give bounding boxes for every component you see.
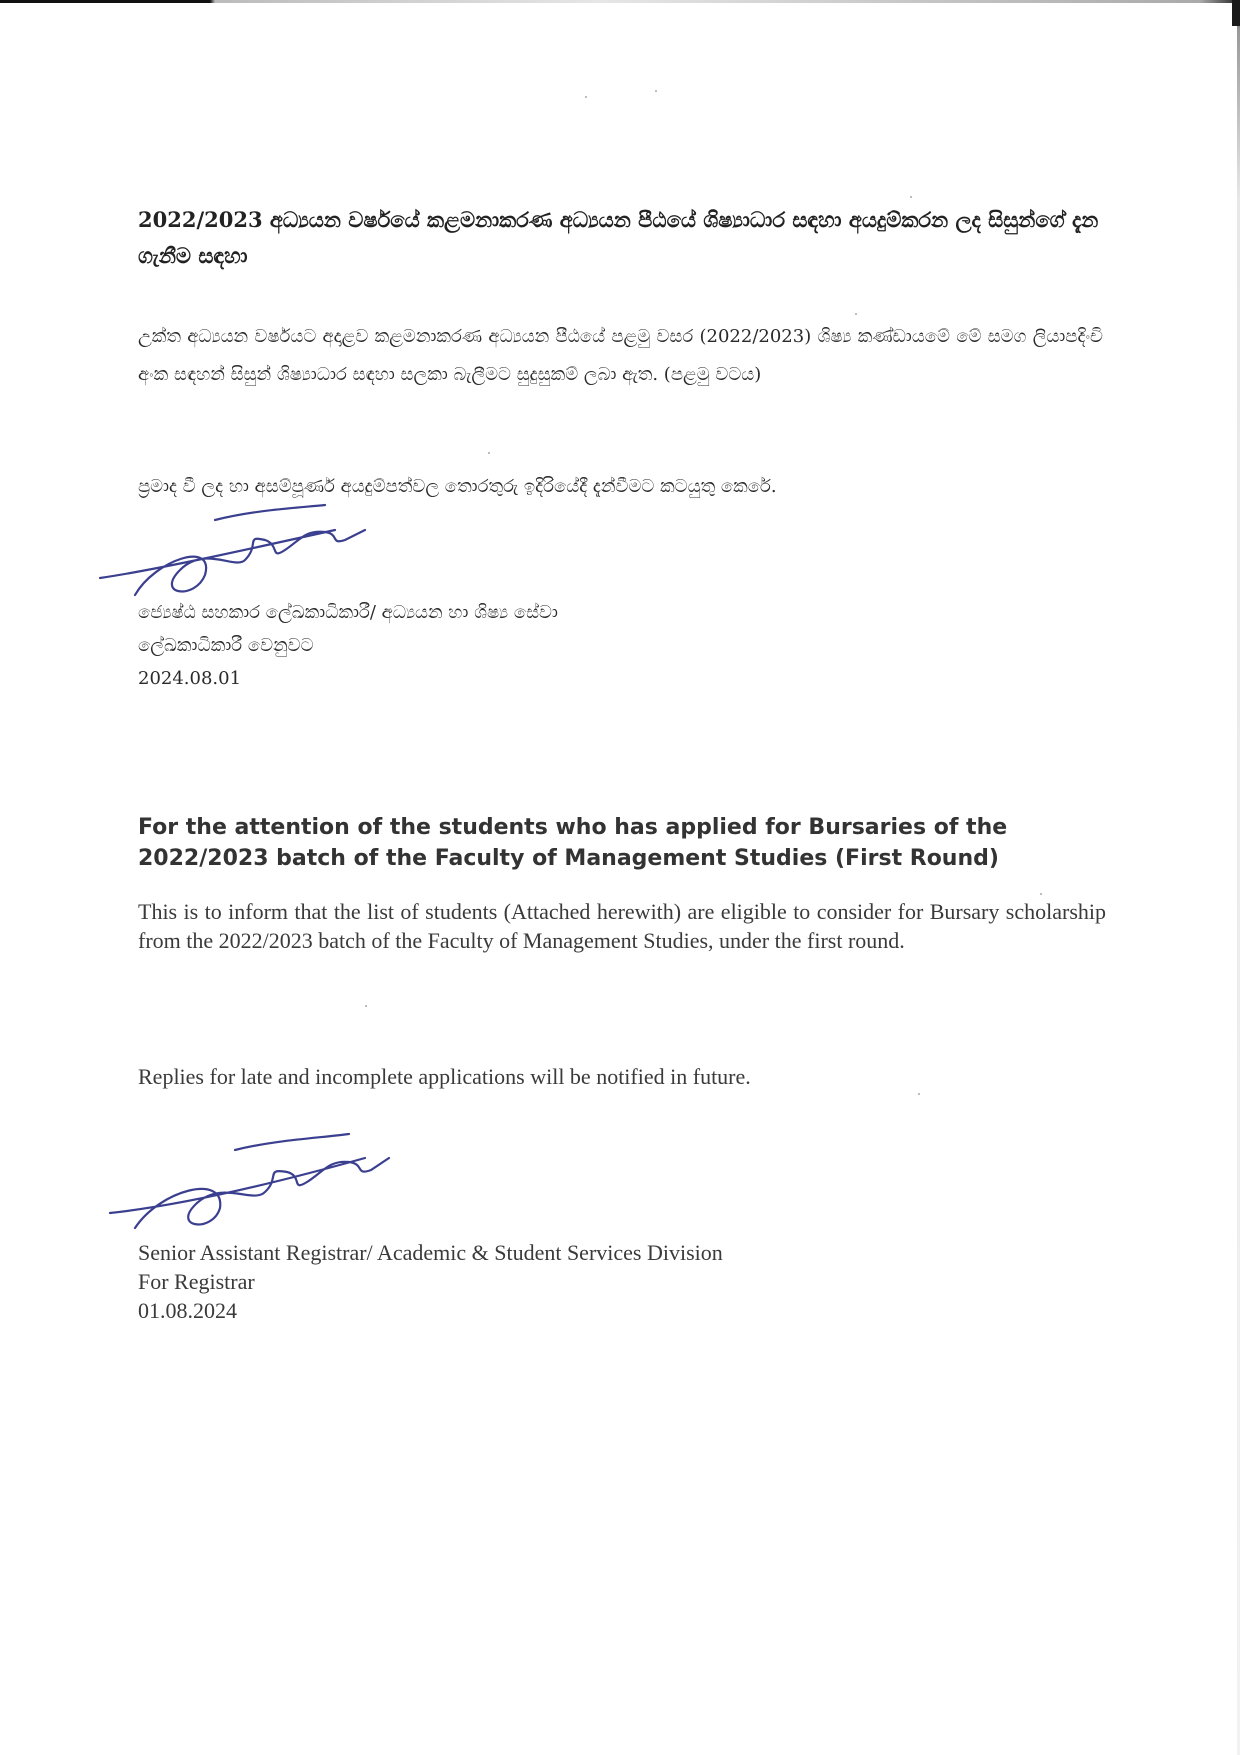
sinhala-sign-for: ලේඛකාධිකාරී වෙනුවට: [138, 635, 314, 656]
english-sign-for: For Registrar: [138, 1269, 255, 1294]
scan-corner-mark: [1232, 0, 1240, 26]
sinhala-date: 2024.08.01: [138, 668, 242, 689]
english-signature-block: [138, 1238, 723, 1325]
scan-edge-top: [0, 0, 1240, 3]
scan-speck: [655, 90, 657, 92]
sinhala-sign-title: ජ්‍යෙෂ්ඨ සහකාර ලේඛකාධිකාරී/ අධ්‍යයන හා ශිෂ්‍ය සේවා: [138, 602, 558, 623]
scan-speck: [918, 1093, 920, 1095]
scan-speck: [488, 452, 490, 454]
english-date: 01.08.2024: [138, 1298, 237, 1323]
english-sign-title: Senior Assistant Registrar/ Academic & Student Services Division: [138, 1240, 723, 1265]
sinhala-note: ප්‍රමාද වී ලද හා අසම්පූර්ණ අයදුම්පත්වල තොරතුරු ඉදිරියේදී දැන්වීමට කටයුතු කෙරේ.: [138, 476, 777, 497]
english-heading: For the attention of the students who has applied for Bursaries of the 2022/2023 batch of the Faculty of Management Studies (First Round): [138, 815, 1008, 871]
signature-english: [105, 1128, 395, 1243]
sinhala-heading: 2022/2023 අධ්‍යයන වර්ෂයේ කළමනාකරණ අධ්‍යයන පීඨයේ ශිෂ්‍යාධාර සඳහා අයදුම්කරන ලද සිසුන්ගේ දැන ගැනීම සඳහා: [138, 207, 1099, 268]
scan-speck: [910, 196, 912, 198]
scan-speck: [855, 313, 857, 315]
sinhala-paragraph: උක්ත අධ්‍යයන වර්ෂයට අදාළව කළමනාකරණ අධ්‍යයන පීඨයේ පළමු වසර (2022/2023) ශිෂ්‍ය කණ්ඩායමේ මේ සමග ලියාපදිංචි අංක සඳහන් සිසුන් ශිෂ්‍යාධාර සඳහා සලකා බැලීමට සුදුසුකම් ලබා ඇත. (පළමු වටය): [138, 326, 1103, 385]
scan-speck: [1040, 893, 1042, 895]
sinhala-signature-block: [138, 596, 558, 695]
english-note: Replies for late and incomplete applications will be notified in future.: [138, 1064, 751, 1089]
scan-speck: [585, 96, 587, 98]
signature-sinhala: [95, 500, 375, 610]
english-paragraph: This is to inform that the list of students (Attached herewith) are eligible to consider for Bursary scholarship from the 2022/2023 batch of the Faculty of Management Studies, under the first round.: [138, 899, 1106, 953]
scan-speck: [365, 1005, 367, 1007]
